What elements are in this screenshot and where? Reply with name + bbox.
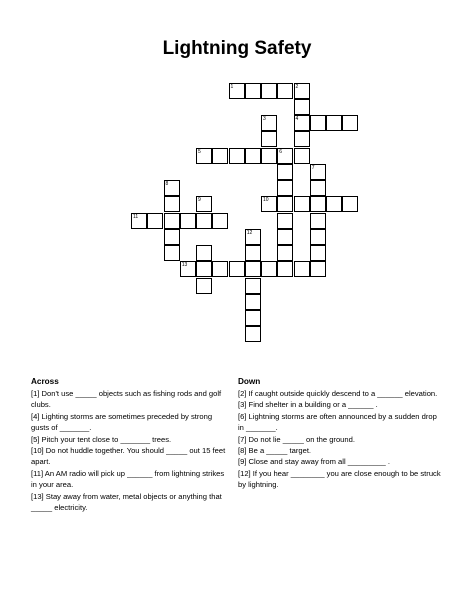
grid-cell[interactable]	[326, 196, 342, 212]
grid-cell[interactable]	[277, 180, 293, 196]
grid-cell[interactable]	[180, 213, 196, 229]
grid-cell[interactable]	[131, 213, 147, 229]
grid-cell[interactable]	[229, 261, 245, 277]
grid-cell[interactable]	[229, 83, 245, 99]
clue-number: 4	[295, 116, 299, 122]
down-clue: [12] If you hear ________ you are close enough to be struck by lightning.	[238, 468, 441, 490]
grid-cell[interactable]	[245, 229, 261, 245]
grid-cell[interactable]	[164, 180, 180, 196]
grid-cell[interactable]	[245, 326, 261, 342]
grid-cell[interactable]	[277, 229, 293, 245]
grid-cell[interactable]	[261, 261, 277, 277]
across-clue: [10] Do not huddle together. You should _____ out 15 feet apart.	[31, 446, 226, 467]
grid-cell[interactable]	[294, 83, 310, 99]
grid-cell[interactable]	[294, 131, 310, 147]
grid-cell[interactable]	[212, 261, 228, 277]
grid-cell[interactable]	[245, 245, 261, 261]
grid-cell[interactable]	[310, 164, 326, 180]
grid-cell[interactable]	[310, 196, 326, 212]
grid-cell[interactable]	[277, 148, 293, 164]
grid-cell[interactable]	[294, 261, 310, 277]
clue-number: 2	[295, 83, 299, 90]
grid-cell[interactable]	[310, 245, 326, 261]
grid-cell[interactable]	[245, 278, 261, 294]
down-clues	[238, 376, 443, 491]
grid-cell[interactable]	[310, 229, 326, 245]
grid-cell[interactable]	[342, 196, 358, 212]
grid-cell[interactable]	[196, 213, 212, 229]
across-clue: [5] Pitch your tent close to _______ trees.	[31, 434, 172, 444]
clue-number: 11	[133, 213, 139, 220]
grid-cell[interactable]	[196, 278, 212, 294]
across-clue: [13] Stay away from water, metal objects or anything that _____ electricity.	[31, 491, 222, 513]
grid-cell[interactable]	[245, 294, 261, 310]
grid-cell[interactable]	[294, 99, 310, 115]
down-clue: [7] Do not lie _____ on the ground.	[238, 434, 355, 444]
grid-cell[interactable]	[245, 148, 261, 164]
grid-cell[interactable]	[147, 213, 163, 229]
grid-cell[interactable]	[245, 261, 261, 277]
grid-cell[interactable]	[277, 83, 293, 99]
grid-cell[interactable]	[277, 196, 293, 212]
grid-cell[interactable]	[196, 261, 212, 277]
clue-number: 1	[230, 83, 234, 90]
grid-cell[interactable]	[229, 148, 245, 164]
grid-cell[interactable]	[294, 148, 310, 164]
down-clue: [2] If caught outside quickly descend to a ______ elevation.	[238, 389, 438, 398]
grid-cell[interactable]	[342, 115, 358, 131]
clue-number: 5	[198, 148, 201, 155]
grid-cell[interactable]	[261, 196, 277, 212]
down-clue: [8] Be a _____ target.	[238, 446, 312, 456]
grid-cell[interactable]	[245, 83, 261, 99]
grid-cell[interactable]	[277, 164, 293, 180]
grid-cell[interactable]	[310, 180, 326, 196]
down-heading: Down	[238, 377, 261, 386]
grid-cell[interactable]	[261, 148, 277, 164]
across-heading: Across	[31, 377, 59, 386]
grid-cell[interactable]	[212, 213, 228, 229]
grid-cell[interactable]	[196, 245, 212, 261]
grid-cell[interactable]	[164, 245, 180, 261]
across-clue: [4] Lighting storms are sometimes preceded by strong gusts of _______.	[31, 411, 213, 433]
grid-cell[interactable]	[310, 261, 326, 277]
grid-cell[interactable]	[310, 213, 326, 229]
down-clue: [9] Close and stay away from all _________ .	[238, 457, 390, 467]
grid-cell[interactable]	[326, 115, 342, 131]
grid-cell[interactable]	[277, 213, 293, 229]
grid-cell[interactable]	[164, 196, 180, 212]
grid-cell[interactable]	[196, 148, 212, 164]
across-clue: [11] An AM radio will pick up ______ from lightning strikes in your area.	[31, 468, 225, 490]
grid-cell[interactable]	[277, 245, 293, 261]
grid-cell[interactable]	[277, 261, 293, 277]
down-clue: [6] Lightning storms are often announced by a sudden drop in _______.	[238, 411, 437, 433]
grid-cell[interactable]	[245, 310, 261, 326]
grid-cell[interactable]	[261, 131, 277, 147]
clue-number: 9	[198, 197, 201, 204]
clue-number: 13	[181, 262, 188, 269]
clue-number: 10	[263, 197, 269, 204]
across-clues	[31, 376, 231, 513]
grid-cell[interactable]	[164, 213, 180, 229]
grid-cell[interactable]	[212, 148, 228, 164]
clue-number: 12	[246, 229, 253, 236]
clue-number: 6	[279, 148, 283, 155]
grid-cell[interactable]	[294, 115, 310, 131]
clue-number: 7	[311, 164, 315, 171]
across-clue: [1] Don't use _____ objects such as fishing rods and golf clubs.	[31, 389, 222, 410]
grid-cell[interactable]	[180, 261, 196, 277]
grid-cell[interactable]	[261, 83, 277, 99]
clue-number: 3	[263, 116, 266, 122]
clue-number: 8	[165, 181, 169, 187]
down-clue: [3] Find shelter in a building or a ______ .	[238, 400, 378, 410]
grid-cell[interactable]	[261, 115, 277, 131]
puzzle-title: Lightning Safety	[162, 38, 312, 59]
grid-cell[interactable]	[196, 196, 212, 212]
grid-cell[interactable]	[164, 229, 180, 245]
grid-cell[interactable]	[310, 115, 326, 131]
grid-cell[interactable]	[294, 196, 310, 212]
